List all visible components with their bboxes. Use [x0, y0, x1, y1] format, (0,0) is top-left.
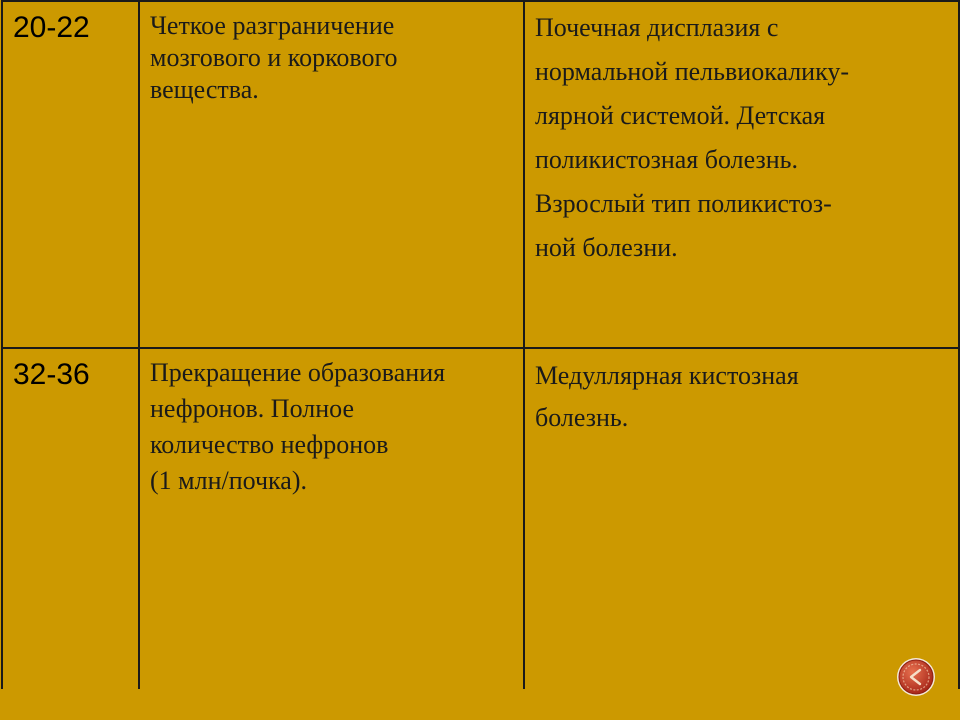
feature-line: Четкое разграничение — [150, 11, 395, 40]
feature-text — [140, 2, 523, 106]
disease-line: Почечная дисплазия с — [535, 13, 779, 42]
disease-line: болезнь. — [535, 403, 629, 432]
age-label: 32-36 — [13, 358, 90, 391]
feature-line: мозгового и коркового — [150, 43, 398, 72]
feature-line: вещества. — [150, 75, 259, 104]
age-cell — [2, 1, 139, 348]
feature-cell — [139, 348, 524, 692]
return-button[interactable] — [896, 657, 936, 697]
age-cell — [2, 348, 139, 692]
development-table — [1, 0, 960, 693]
feature-cell — [139, 1, 524, 348]
disease-line: лярной системой. Детская — [535, 101, 826, 130]
disease-line: нормальной пельвиокалику- — [535, 57, 850, 86]
disease-text — [525, 2, 958, 270]
feature-line: Прекращение образования — [150, 358, 446, 387]
table-row — [2, 348, 959, 692]
disease-line: Медуллярная кистозная — [535, 361, 799, 390]
feature-text — [140, 349, 523, 499]
bottom-bar — [0, 689, 960, 720]
feature-line: количество нефронов — [150, 430, 389, 459]
return-icon — [896, 657, 936, 697]
disease-line: ной болезни. — [535, 233, 678, 262]
feature-line: нефронов. Полное — [150, 394, 354, 423]
disease-cell — [524, 1, 959, 348]
disease-line: Взрослый тип поликистоз- — [535, 189, 832, 218]
table-row — [2, 1, 959, 348]
age-label: 20-22 — [13, 11, 90, 44]
feature-line: (1 млн/почка). — [150, 466, 307, 495]
disease-line: поликистозная болезнь. — [535, 145, 799, 174]
disease-text — [525, 349, 958, 439]
disease-cell — [524, 348, 959, 692]
